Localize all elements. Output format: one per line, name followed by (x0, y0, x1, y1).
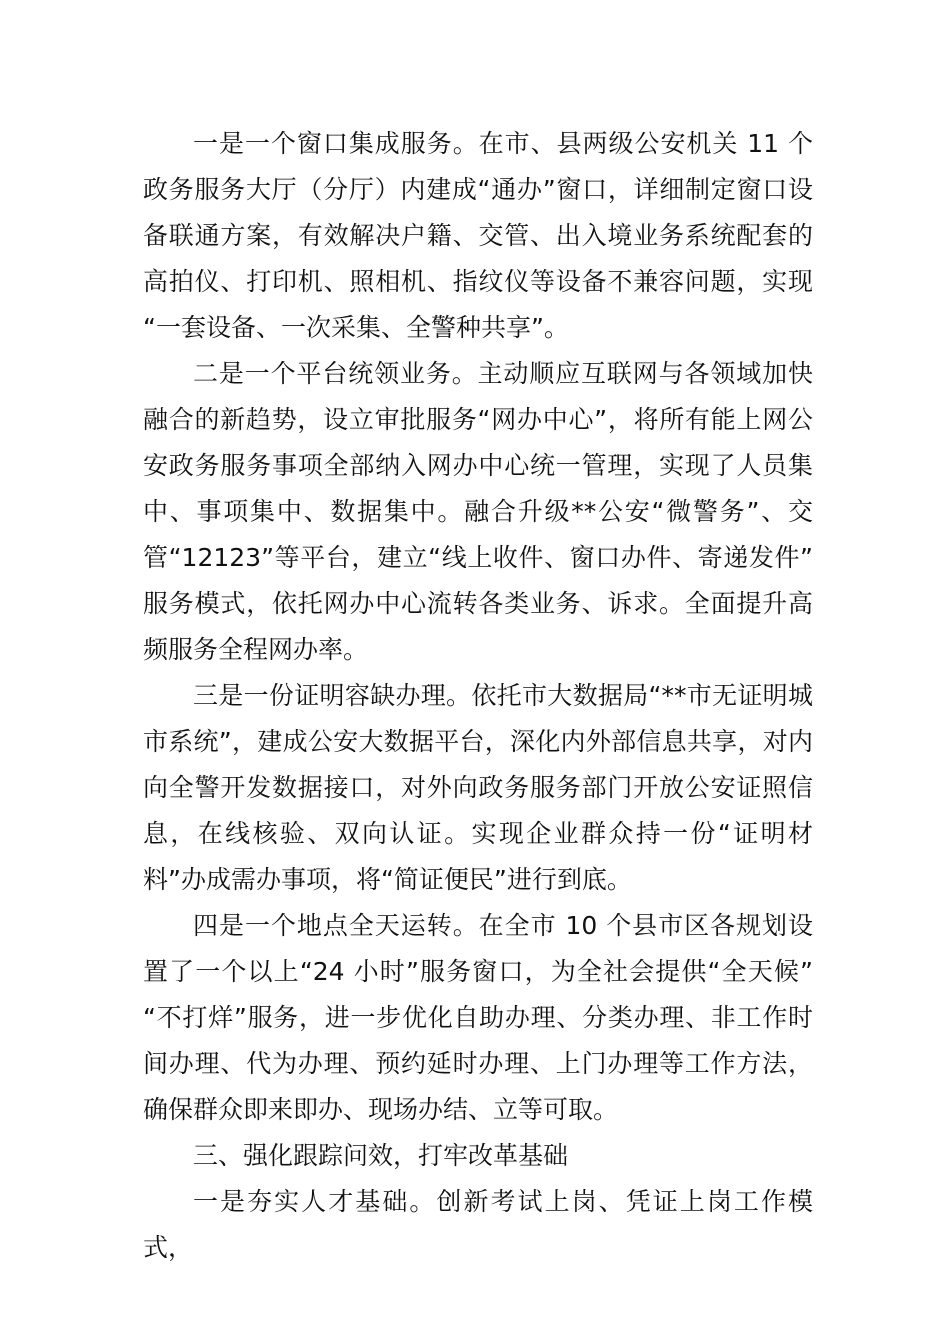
paragraph-all-day-operation: 四是一个地点全天运转。在全市 10 个县市区各规划设置了一个以上“24 小时”服务窗口，为全社会提供“全天候” “不打烊”服务，进一步优化自助办理、分类办理、非工作时间办理、代为办理、预约延时办理、上门办理等工作方法， 确保群众即来即办、现场办结、立等可取。 (143, 911, 813, 1124)
paragraph-certificate-handling: 三是一份证明容缺办理。依托市大数据局“**市无证明城市系统”，建成公安大数据平台，深化内外部信息共享，对内向全警开发数据接口，对外向政务服务部门开放公安证照信息，在线核验、双向认证。实现企业群众持一份“证明材料”办成需办事项，将“简证便民”进行到底。 (143, 681, 813, 894)
paragraph-platform-business: 二是一个平台统领业务。主动顺应互联网与各领域加快融合的新趋势，设立审批服务“网办中心”，将所有能上网公 安政务服务事项全部纳入网办中心统一管理，实现了人员集中、事项集中、数据集中。融合升级**公安“微警务”、交管“12123”等平台，建立“线上收件、窗口办件、寄递发件” 服务模式，依托网办中心流转各类业务、诉求。全面提升高频服务全程网办率。 (143, 359, 813, 664)
section-heading: 三、强化跟踪问效，打牢改革基础 (193, 1141, 569, 1170)
paragraph-talent-foundation: 一是夯实人才基础。创新考试上岗、凭证上岗工作模式， (143, 1187, 813, 1262)
paragraph-window-service: 一是一个窗口集成服务。在市、县两级公安机关 11 个政务服务大厅（分厅）内建成“通办”窗口，详细制定窗口设备联通方案，有效解决户籍、交管、出入境业务系统配套的高拍仪、打印机、照相机、指纹仪等设备不兼容问题，实现 “一套设备、一次采集、全警种共享”。 (143, 129, 813, 342)
document-body (143, 121, 813, 1271)
